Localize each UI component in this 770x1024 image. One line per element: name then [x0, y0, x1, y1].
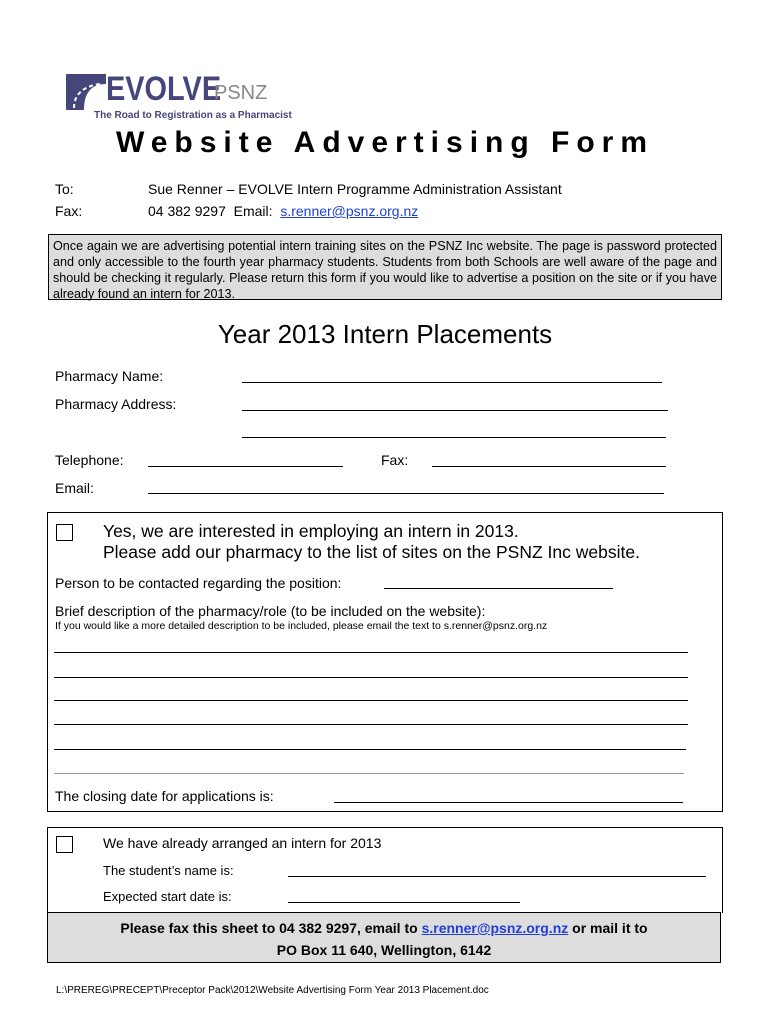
- description-line[interactable]: [54, 724, 688, 725]
- fax-value: 04 382 9297: [148, 203, 226, 219]
- fax-field-label: Fax:: [381, 452, 409, 468]
- logo-brand: EVOLVE: [106, 70, 222, 108]
- brief-label: Brief description of the pharmacy/role (to be included on the website):: [55, 603, 486, 619]
- student-label: The student’s name is:: [103, 863, 234, 878]
- start-date-label: Expected start date is:: [103, 889, 232, 904]
- return-instructions-box: [47, 912, 721, 963]
- contact-label: Person to be contacted regarding the position:: [55, 575, 342, 591]
- student-name-field[interactable]: [288, 876, 706, 877]
- page-title: Website Advertising Form: [115, 126, 655, 159]
- to-label: To:: [55, 181, 74, 197]
- pharmacy-name-label: Pharmacy Name:: [55, 368, 164, 384]
- brief-note: If you would like a more detailed description to be included, please email the text to s.renner@psnz.org.nz: [55, 620, 548, 632]
- notice-box: Once again we are advertising potential intern training sites on the PSNZ Inc website. The page is password protected and only accessible to the fourth year pharmacy students. Students from both Schools are well aware of the page and should be checking it regularly. Please return this form if you would like to advertise a position on the site or if you have already found an intern for 2013.: [48, 234, 722, 300]
- postal-address: PO Box 11 640, Wellington, 6142: [276, 942, 492, 958]
- arranged-checkbox[interactable]: [56, 836, 73, 853]
- closing-date-field[interactable]: [334, 802, 683, 803]
- logo-sub: PSNZ: [214, 82, 268, 104]
- description-line[interactable]: [54, 677, 688, 678]
- road-logo-icon: [66, 74, 106, 110]
- section-title: Year 2013 Intern Placements: [217, 319, 553, 349]
- employ-line2: Please add our pharmacy to the list of sites on the PSNZ Inc website.: [103, 542, 640, 562]
- logo-tagline: The Road to Registration as a Pharmacist: [94, 110, 292, 121]
- email-link[interactable]: s.renner@psnz.org.nz: [280, 203, 419, 219]
- description-line[interactable]: [54, 700, 688, 701]
- to-value: Sue Renner – EVOLVE Intern Programme Administration Assistant: [148, 181, 562, 197]
- file-path: L:\PREREG\PRECEPT\Preceptor Pack\2012\Website Advertising Form Year 2013 Placement.doc: [56, 985, 489, 996]
- arranged-label: We have already arranged an intern for 2013: [103, 835, 382, 851]
- return-text: Please fax this sheet to 04 382 9297, email to: [120, 920, 422, 936]
- description-line[interactable]: [54, 773, 684, 774]
- description-line[interactable]: [54, 749, 686, 750]
- return-email-link[interactable]: s.renner@psnz.org.nz: [421, 920, 569, 936]
- pharmacy-address-field[interactable]: [242, 410, 668, 411]
- pharmacy-name-field[interactable]: [242, 382, 662, 383]
- telephone-field[interactable]: [148, 466, 343, 467]
- email-label: Email:: [233, 203, 273, 219]
- telephone-label: Telephone:: [55, 452, 124, 468]
- email-field-label: Email:: [55, 480, 94, 496]
- employ-checkbox[interactable]: [56, 524, 73, 541]
- email-field[interactable]: [148, 493, 664, 494]
- fax-label: Fax:: [55, 203, 83, 219]
- employ-line1: Yes, we are interested in employing an intern in 2013.: [103, 521, 519, 541]
- fax-field[interactable]: [432, 466, 666, 467]
- pharmacy-address-field-2[interactable]: [242, 437, 666, 438]
- return-text-post: or mail it to: [568, 920, 648, 936]
- contact-field[interactable]: [384, 588, 613, 589]
- psnz-logo: [66, 70, 292, 124]
- closing-label: The closing date for applications is:: [55, 788, 274, 804]
- pharmacy-address-label: Pharmacy Address:: [55, 396, 177, 412]
- start-date-field[interactable]: [288, 902, 520, 903]
- description-line[interactable]: [54, 652, 688, 653]
